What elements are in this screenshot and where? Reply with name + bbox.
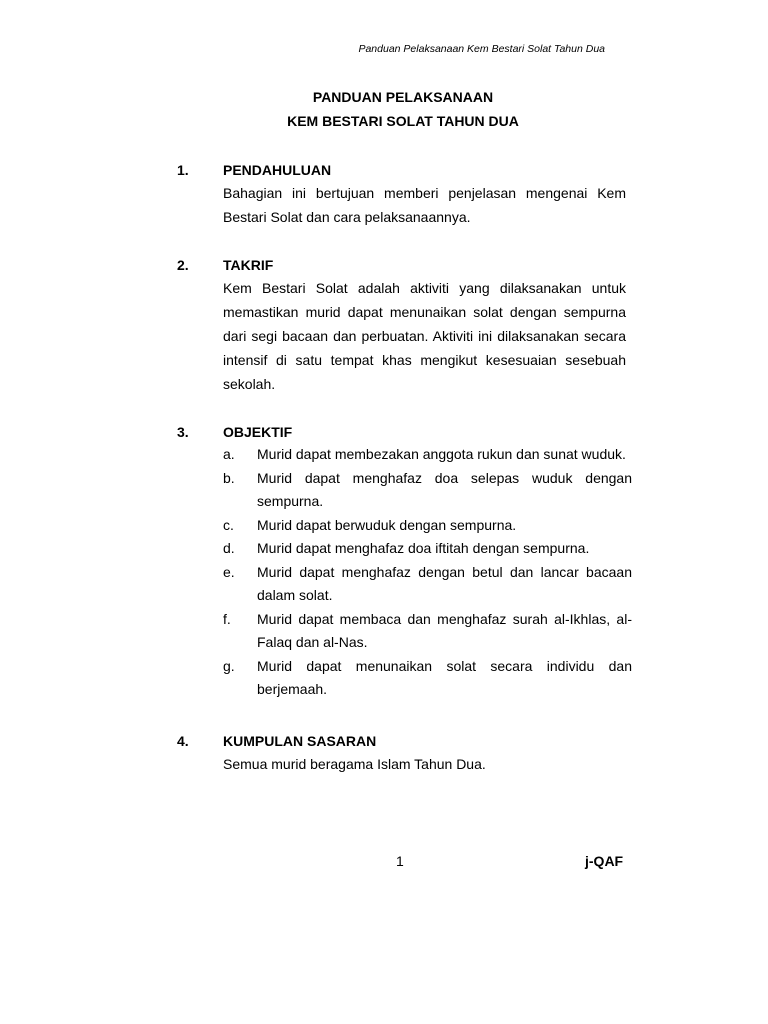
list-item [223,561,632,608]
list-item-marker: e. [223,563,235,580]
list-item-marker: a. [223,446,235,462]
footer-brand: j-QAF [585,853,624,869]
section-2-number: 2. [177,257,189,273]
section-3-heading: OBJEKTIF [223,424,293,440]
list-item-text: Murid dapat membaca dan menghafaz surah al-Ikhlas, al-Falaq dan al-Nas. [257,610,632,650]
list-item [223,443,632,467]
list-item-text: Murid dapat menunaikan solat secara individu dan berjemaah. [257,657,632,697]
list-item-text: Murid dapat berwuduk dengan sempurna. [257,516,517,533]
page-number: 1 [396,853,404,869]
document-title-line-1: PANDUAN PELAKSANAAN [312,89,494,105]
section-4-heading: KUMPULAN SASARAN [223,733,377,749]
section-3-number: 3. [177,424,189,440]
list-item-text: Murid dapat menghafaz doa selepas wuduk dengan sempurna. [257,469,632,509]
list-item [223,514,632,538]
list-item-marker: d. [223,540,235,556]
section-1-body: Bahagian ini bertujuan memberi penjelasan mengenai Kem Bestari Solat dan cara pelaksanaannya. [223,185,626,225]
running-header: Panduan Pelaksanaan Kem Bestari Solat Tahun Dua [358,43,605,55]
document-title-line-2: KEM BESTARI SOLAT TAHUN DUA [287,113,519,129]
list-item [223,655,632,702]
list-item-text: Murid dapat menghafaz doa iftitah dengan sempurna. [257,540,590,556]
list-item-marker: c. [223,516,234,533]
list-item [223,537,632,561]
list-item [223,467,632,514]
list-item [223,608,632,655]
list-item-marker: b. [223,469,235,486]
list-item-marker: g. [223,657,235,674]
section-1-heading: PENDAHULUAN [223,162,332,178]
list-item-marker: f. [223,610,231,627]
section-4-number: 4. [177,733,189,749]
section-2-heading: TAKRIF [223,257,274,273]
list-item-text: Murid dapat membezakan anggota rukun dan sunat wuduk. [257,446,626,462]
list-item-text: Murid dapat menghafaz dengan betul dan lancar bacaan dalam solat. [257,563,632,603]
section-2-body: Kem Bestari Solat adalah aktiviti yang dilaksanakan untuk memastikan murid dapat menunaikan solat dengan sempurna dari segi bacaan dan perbuatan. Aktiviti ini dilaksanakan secara intensif di satu tempat khas mengikut kesesuaian sesebuah sekolah. [223,280,626,392]
objectives-list [223,443,632,702]
section-4-body: Semua murid beragama Islam Tahun Dua. [223,756,486,772]
section-1-number: 1. [177,162,189,178]
